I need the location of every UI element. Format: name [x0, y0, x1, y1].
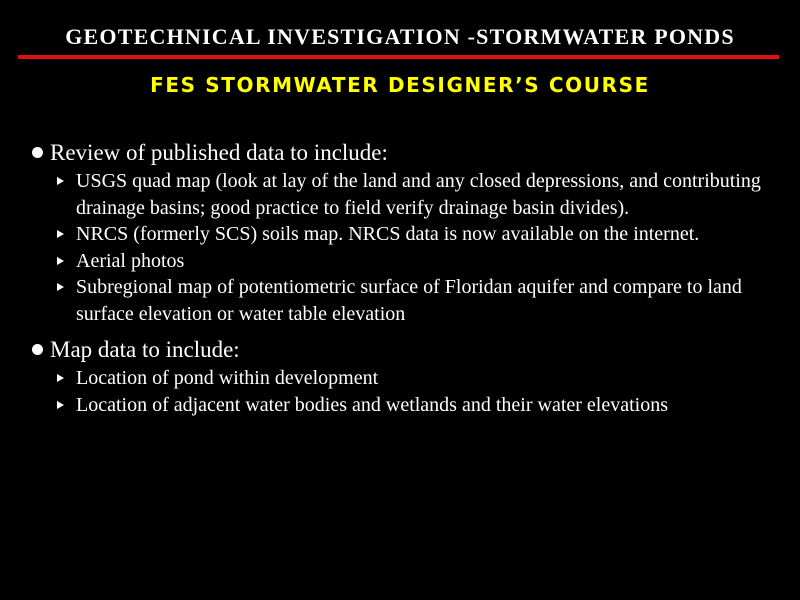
list-item-text: Location of pond within development [76, 367, 379, 389]
bullet-list [32, 365, 782, 418]
list-item [32, 392, 782, 419]
title-divider [18, 55, 779, 59]
triangle-bullet-icon [54, 274, 76, 300]
section-map-data [32, 335, 782, 418]
list-item [32, 248, 782, 275]
triangle-bullet-icon [54, 392, 76, 418]
section-heading [32, 335, 782, 365]
list-item [32, 221, 782, 248]
triangle-bullet-icon [54, 168, 76, 194]
section-heading-text: Map data to include: [50, 337, 240, 362]
bullet-list [32, 168, 782, 327]
list-item-text: Aerial photos [76, 249, 185, 272]
bullet-dot-icon [32, 344, 43, 355]
section-published-data [32, 138, 782, 327]
bullet-dot-icon [32, 147, 43, 158]
list-item-text: Subregional map of potentiometric surface of Floridan aquifer and compare to land surface elevation or water table elevation [76, 276, 742, 325]
slide-subtitle: FES STORMWATER DESIGNER’S COURSE [150, 73, 650, 97]
list-item [32, 274, 782, 327]
list-item [32, 365, 782, 392]
triangle-bullet-icon [54, 221, 76, 247]
triangle-bullet-icon [54, 248, 76, 274]
list-item-text: Location of adjacent water bodies and wetlands and their water elevations [76, 393, 668, 416]
section-heading [32, 138, 782, 168]
list-item [32, 168, 782, 221]
list-item-text: NRCS (formerly SCS) soils map. NRCS data is now available on the internet. [76, 223, 700, 245]
slide-content [32, 138, 782, 426]
list-item-text: USGS quad map (look at lay of the land and any closed depressions, and contributing drainage basins; good practice to field verify drainage basin divides). [76, 170, 761, 219]
section-heading-text: Review of published data to include: [50, 140, 388, 165]
triangle-bullet-icon [54, 365, 76, 391]
slide-title: GEOTECHNICAL INVESTIGATION -STORMWATER PONDS [65, 24, 735, 49]
